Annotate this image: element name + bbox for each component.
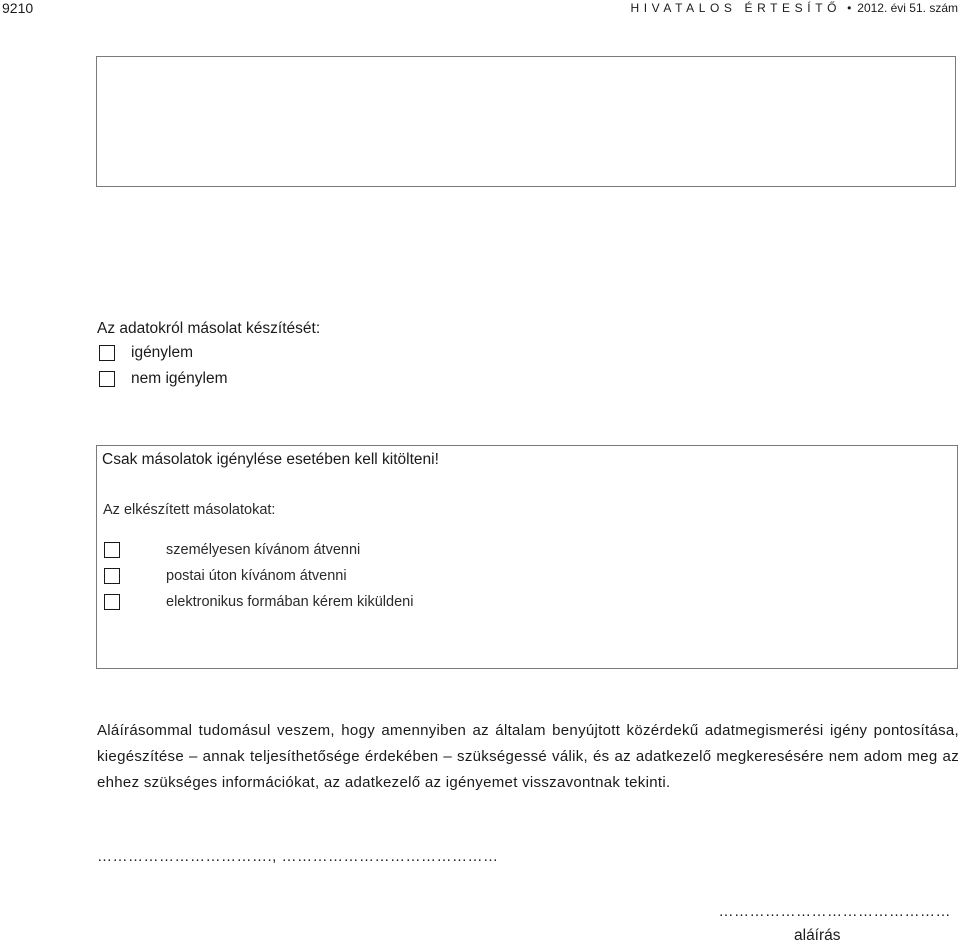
bullet-separator: • xyxy=(847,1,852,15)
option-label: nem igénylem xyxy=(131,370,228,387)
copy-request-section xyxy=(97,318,320,392)
journal-name: HIVATALOS ÉRTESÍTŐ xyxy=(630,1,842,15)
declaration-text: Aláírásommal tudomásul veszem, hogy amennyiben az általam benyújtott közérdekű adatmegismerési igény pontosítása, kiegészítése – annak teljesíthetősége érdekében – szükségessé válik, és az adatkezelő megkeresésére nem adom meg az ehhez szükséges információkat, az adatkezelő az igényemet visszavontnak tekinti. xyxy=(97,722,959,791)
page-number: 9210 xyxy=(2,0,34,16)
issue-label: 2012. évi 51. szám xyxy=(857,1,958,15)
personal-pickup-checkbox[interactable] xyxy=(104,542,120,558)
journal-heading xyxy=(630,1,958,15)
delivery-method-box xyxy=(96,445,958,669)
signature-label: aláírás xyxy=(794,927,841,944)
empty-request-box[interactable] xyxy=(96,56,956,187)
option-no-copy[interactable] xyxy=(97,366,320,392)
electronic-delivery-checkbox[interactable] xyxy=(104,594,120,610)
option-label: személyesen kívánom átvenni xyxy=(166,542,361,558)
place-date-field[interactable]: ……………………………., …………………………………… xyxy=(97,848,499,865)
copy-request-title: Az adatokról másolat készítését: xyxy=(97,320,321,337)
page-header xyxy=(0,0,960,18)
postal-delivery-checkbox[interactable] xyxy=(104,568,120,584)
signature-field[interactable]: ……………………………………… xyxy=(718,903,951,920)
option-label: igénylem xyxy=(131,344,194,361)
option-request-copy[interactable] xyxy=(97,340,320,366)
request-copy-checkbox[interactable] xyxy=(99,345,115,361)
delivery-box-subtitle: Az elkészített másolatokat: xyxy=(103,502,276,518)
option-label: postai úton kívánom átvenni xyxy=(166,568,347,584)
no-copy-checkbox[interactable] xyxy=(99,371,115,387)
delivery-box-title: Csak másolatok igénylése esetében kell kitölteni! xyxy=(102,451,439,468)
option-label: elektronikus formában kérem kiküldeni xyxy=(166,594,414,610)
